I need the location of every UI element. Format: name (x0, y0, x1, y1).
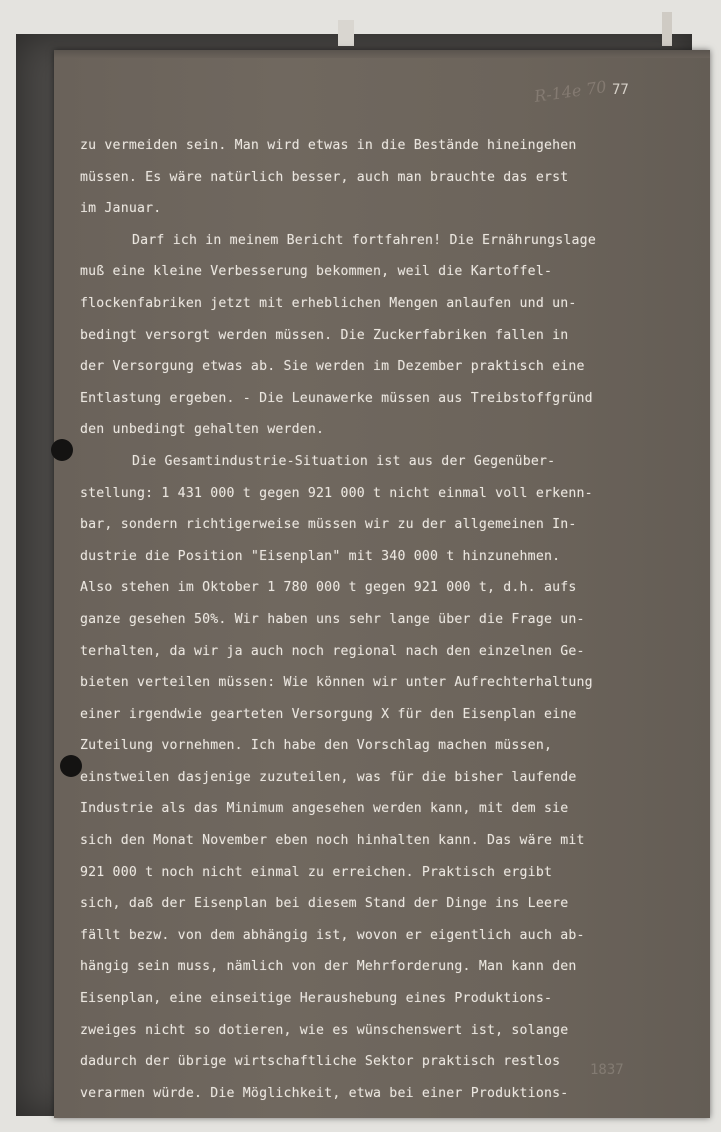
text-line: flockenfabriken jetzt mit erheblichen Mengen anlaufen und un- (80, 295, 577, 311)
text-line: müssen. Es wäre natürlich besser, auch man brauchte das erst (80, 169, 569, 185)
text-line: terhalten, da wir ja auch noch regional nach den einzelnen Ge- (80, 643, 585, 659)
text-line: Die Gesamtindustrie-Situation ist aus der Gegenüber- (132, 453, 556, 469)
paper-tab (338, 20, 354, 46)
text-line: Darf ich in meinem Bericht fortfahren! Die Ernährungslage (132, 232, 596, 248)
punch-hole (60, 755, 82, 777)
typewritten-text (80, 130, 670, 1109)
text-line: Entlastung ergeben. - Die Leunawerke müssen aus Treibstoffgründ (80, 390, 593, 406)
text-line: Zuteilung vornehmen. Ich habe den Vorschlag machen müssen, (80, 738, 553, 754)
handwritten-annotation: R-14e 70 (533, 77, 608, 106)
text-line: dadurch der übrige wirtschaftliche Sektor praktisch restlos (80, 1054, 561, 1070)
text-line: bieten verteilen müssen: Wie können wir unter Aufrechterhaltung (80, 675, 593, 691)
text-line: einer irgendwie gearteten Versorgung X für den Eisenplan eine (80, 706, 577, 722)
page-edge (54, 50, 710, 58)
text-line: dustrie die Position "Eisenplan" mit 340 000 t hinzunehmen. (80, 548, 561, 564)
text-line: hängig sein muss, nämlich von der Mehrforderung. Man kann den (80, 959, 577, 975)
text-line: im Januar. (80, 201, 162, 217)
text-line: muß eine kleine Verbesserung bekommen, weil die Kartoffel- (80, 264, 553, 280)
text-line: ganze gesehen 50%. Wir haben uns sehr lange über die Frage un- (80, 611, 585, 627)
text-line: sich, daß der Eisenplan bei diesem Stand der Dinge ins Leere (80, 896, 569, 912)
text-line: der Versorgung etwas ab. Sie werden im Dezember praktisch eine (80, 359, 585, 375)
text-line: zu vermeiden sein. Man wird etwas in die Bestände hineingehen (80, 138, 577, 153)
text-line: sich den Monat November eben noch hinhalten kann. Das wäre mit (80, 833, 585, 849)
archive-stamp: 1837 (590, 1062, 624, 1078)
punch-hole (51, 439, 73, 461)
text-line: bar, sondern richtigerweise müssen wir zu der allgemeinen In- (80, 517, 577, 533)
text-line: Eisenplan, eine einseitige Heraushebung eines Produktions- (80, 991, 553, 1007)
text-line: Also stehen im Oktober 1 780 000 t gegen 921 000 t, d.h. aufs (80, 580, 577, 596)
text-line: stellung: 1 431 000 t gegen 921 000 t nicht einmal voll erkenn- (80, 485, 593, 501)
text-line: einstweilen dasjenige zuzuteilen, was für die bisher laufende (80, 769, 577, 785)
text-line: den unbedingt gehalten werden. (80, 422, 325, 438)
text-line: verarmen würde. Die Möglichkeit, etwa bei einer Produktions- (80, 1085, 569, 1101)
page-number: 77 (612, 82, 629, 98)
text-line: zweiges nicht so dotieren, wie es wünschenswert ist, solange (80, 1022, 569, 1038)
text-line: bedingt versorgt werden müssen. Die Zuckerfabriken fallen in (80, 327, 569, 343)
text-line: 921 000 t noch nicht einmal zu erreichen. Praktisch ergibt (80, 864, 553, 880)
paper-tab (662, 12, 672, 46)
text-line: fällt bezw. von dem abhängig ist, wovon er eigentlich auch ab- (80, 927, 585, 943)
text-line: Industrie als das Minimum angesehen werden kann, mit dem sie (80, 801, 569, 817)
